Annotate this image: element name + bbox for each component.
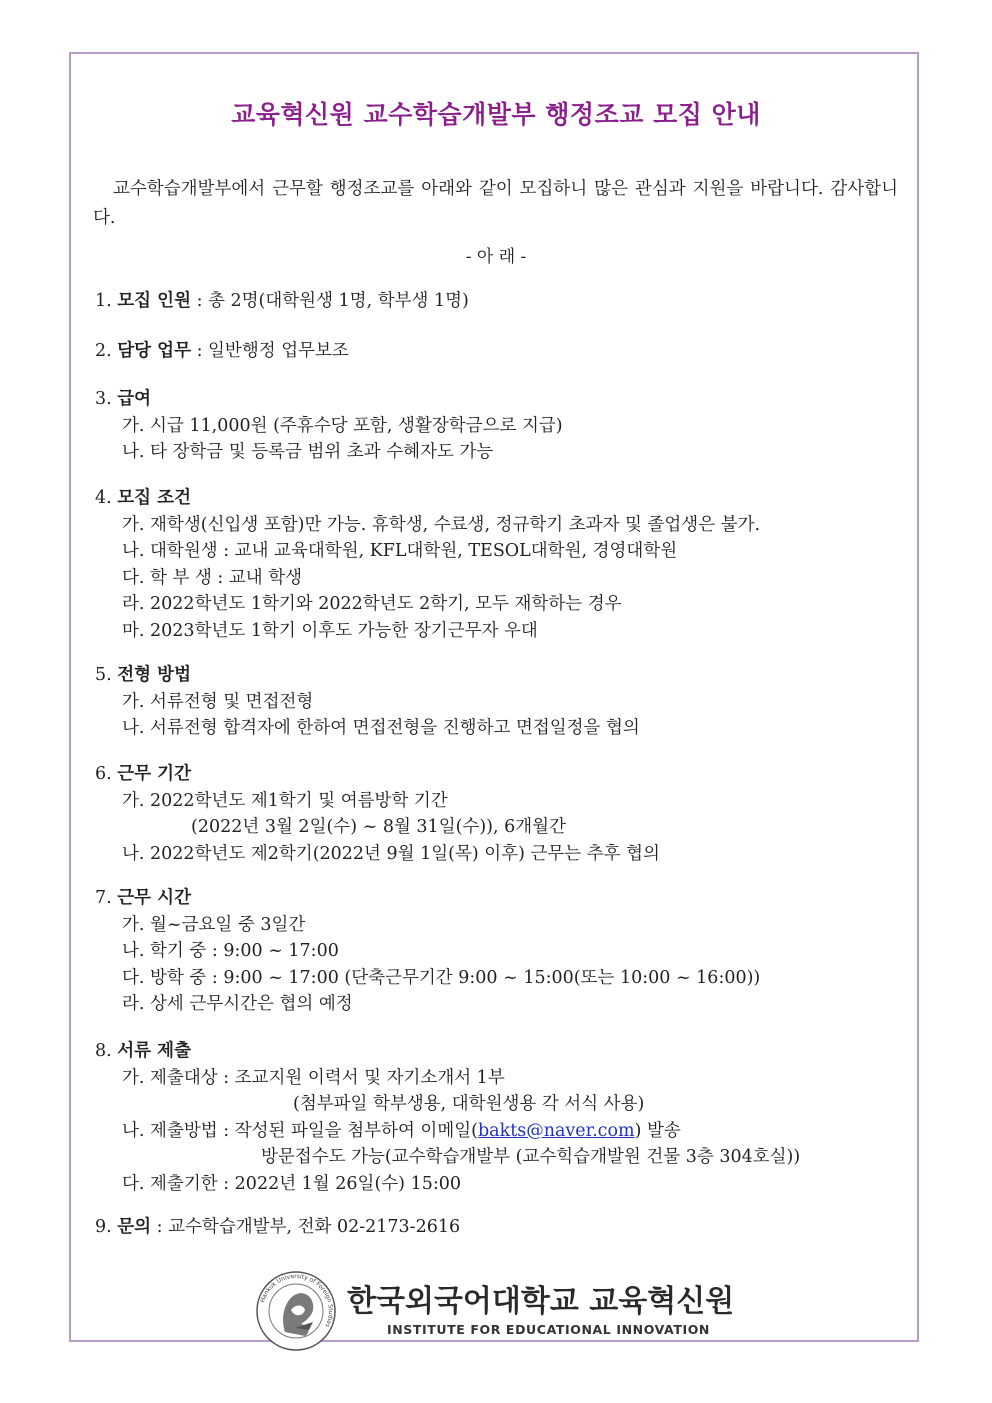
university-seal-icon — [255, 1270, 337, 1352]
section-pay: 3. 급여 가. 시급 11,000원 (주휴수당 포함, 생활장학금으로 지급) 나. 타 장학금 및 등록금 범위 초과 수혜자도 가능 — [95, 386, 563, 466]
section-documents: 8. 서류 제출 가. 제출대상 : 조교지원 이력서 및 자기소개서 1부 (첨부파일 학부생용, 대학원생용 각 서식 사용) 나. 제출방법 : 작성된 파일을 첨부하여 이메일(bakts@naver.com) 발송 방문접수도 가능(교수학습개발부 (교수힉습개발원 건물 3층 304호실)) 다. 제출기한 : 2022년 1월 26일(수) 15:00 — [95, 1038, 800, 1197]
section-contact: 9. 문의 : 교수학습개발부, 전화 02-2173-2616 — [95, 1217, 461, 1237]
list-item: (첨부파일 학부생용, 대학원생용 각 서식 사용) — [293, 1094, 645, 1114]
section-conditions: 4. 모집 조건 가. 재학생(신입생 포함)만 가능. 휴학생, 수료생, 정규학기 초과자 및 졸업생은 불가. 나. 대학원생 : 교내 교육대학원, KFL대학원, TESOL대학원, 경영대학원 다. 학 부 생 : 교내 학생 라. 2022학년도 1학기와 2022학년도 2학기, 모두 재학하는 경우 마. 2023학년도 1학기 이후도 가능한 장기근무자 우대 — [95, 485, 760, 644]
list-item: 라. 2022학년도 1학기와 2022학년도 2학기, 모두 재학하는 경우 — [122, 594, 622, 614]
list-item: 다. 학 부 생 : 교내 학생 — [122, 567, 303, 588]
list-item: 마. 2023학년도 1학기 이후도 가능한 장기근무자 우대 — [122, 620, 538, 641]
list-item: 나. 대학원생 : 교내 교육대학원, KFL대학원, TESOL대학원, 경영대학원 — [122, 541, 678, 561]
section-divider-label: - 아 래 - — [465, 247, 527, 267]
list-item: 라. 상세 근무시간은 협의 예정 — [122, 994, 353, 1014]
section-heading: 서류 제출 — [117, 1041, 191, 1061]
list-item: 가. 제출대상 : 조교지원 이력서 및 자기소개서 1부 — [122, 1067, 505, 1088]
section-duties: 2. 담당 업무 : 일반행정 업무보조 — [95, 341, 349, 361]
section-heading: 문의 — [117, 1217, 152, 1237]
institute-logo — [255, 1270, 735, 1350]
section-work-hours: 7. 근무 시간 가. 월~금요일 중 3일간 나. 학기 중 : 9:00 ~ 17:00 다. 방학 중 : 9:00 ~ 17:00 (단축근무기간 9:00 ~ 15:00(또는 10:00 ~ 16:00)) 라. 상세 근무시간은 협의 예정 — [95, 885, 760, 1018]
section-heading: 전형 방법 — [117, 665, 191, 685]
institute-name-en: INSTITUTE FOR EDUCATIONAL INNOVATION — [387, 1322, 710, 1337]
section-heading: 모집 인원 — [117, 291, 191, 311]
seal-text: Hankuk University of Foreign Studies — [259, 1272, 335, 1329]
list-item: 나. 2022학년도 제2학기(2022년 9월 1일(목) 이후) 근무는 추후 협의 — [122, 843, 660, 864]
list-item: 나. 학기 중 : 9:00 ~ 17:00 — [122, 941, 339, 961]
section-heading: 담당 업무 — [117, 341, 191, 361]
intro-paragraph: 교수학습개발부에서 근무할 행정조교를 아래와 같이 모집하니 많은 관심과 지원을 바랍니다. 감사합니다. — [93, 179, 898, 228]
page-title: 교육혁신원 교수학습개발부 행정조교 모집 안내 — [231, 100, 761, 129]
list-item: 가. 2022학년도 제1학기 및 여름방학 기간 — [122, 790, 448, 811]
section-work-period: 6. 근무 기간 가. 2022학년도 제1학기 및 여름방학 기간 (2022년 3월 2일(수) ~ 8월 31일(수)), 6개월간 나. 2022학년도 제2학기(2022년 9월 1일(목) 이후) 근무는 추후 협의 — [95, 761, 660, 867]
section-heading: 모집 조건 — [117, 488, 191, 508]
list-item: 가. 서류전형 및 면접전형 — [122, 691, 314, 712]
list-item: 다. 방학 중 : 9:00 ~ 17:00 (단축근무기간 9:00 ~ 15:00(또는 10:00 ~ 16:00)) — [122, 967, 761, 988]
section-heading: 근무 기간 — [117, 764, 191, 784]
section-selection: 5. 전형 방법 가. 서류전형 및 면접전형 나. 서류전형 합격자에 한하여 면접전형을 진행하고 면접일정을 협의 — [95, 662, 640, 742]
list-item: 가. 재학생(신입생 포함)만 가능. 휴학생, 수료생, 정규학기 초과자 및 졸업생은 불가. — [122, 514, 761, 535]
section-heading: 근무 시간 — [117, 888, 191, 908]
list-item: 나. 타 장학금 및 등록금 범위 초과 수혜자도 가능 — [122, 442, 494, 462]
section-heading: 급여 — [117, 389, 152, 409]
list-item: (2022년 3월 2일(수) ~ 8월 31일(수)), 6개월간 — [191, 817, 566, 837]
list-item: 나. 제출방법 : 작성된 파일을 첨부하여 이메일(bakts@naver.com) 발송 — [122, 1120, 681, 1141]
institute-name-ko: 한국외국어대학교 교육혁신원 — [347, 1284, 735, 1319]
list-item: 가. 시급 11,000원 (주휴수당 포함, 생활장학금으로 지급) — [122, 415, 563, 436]
list-item: 가. 월~금요일 중 3일간 — [122, 914, 306, 935]
list-item: 방문접수도 가능(교수학습개발부 (교수힉습개발원 건물 3층 304호실)) — [261, 1147, 801, 1167]
email-link[interactable]: bakts@naver.com — [477, 1120, 635, 1141]
section-recruit-count: 1. 모집 인원 : 총 2명(대학원생 1명, 학부생 1명) — [95, 291, 469, 311]
list-item: 다. 제출기한 : 2022년 1월 26일(수) 15:00 — [122, 1173, 462, 1194]
list-item: 나. 서류전형 합격자에 한하여 면접전형을 진행하고 면접일정을 협의 — [122, 718, 640, 738]
